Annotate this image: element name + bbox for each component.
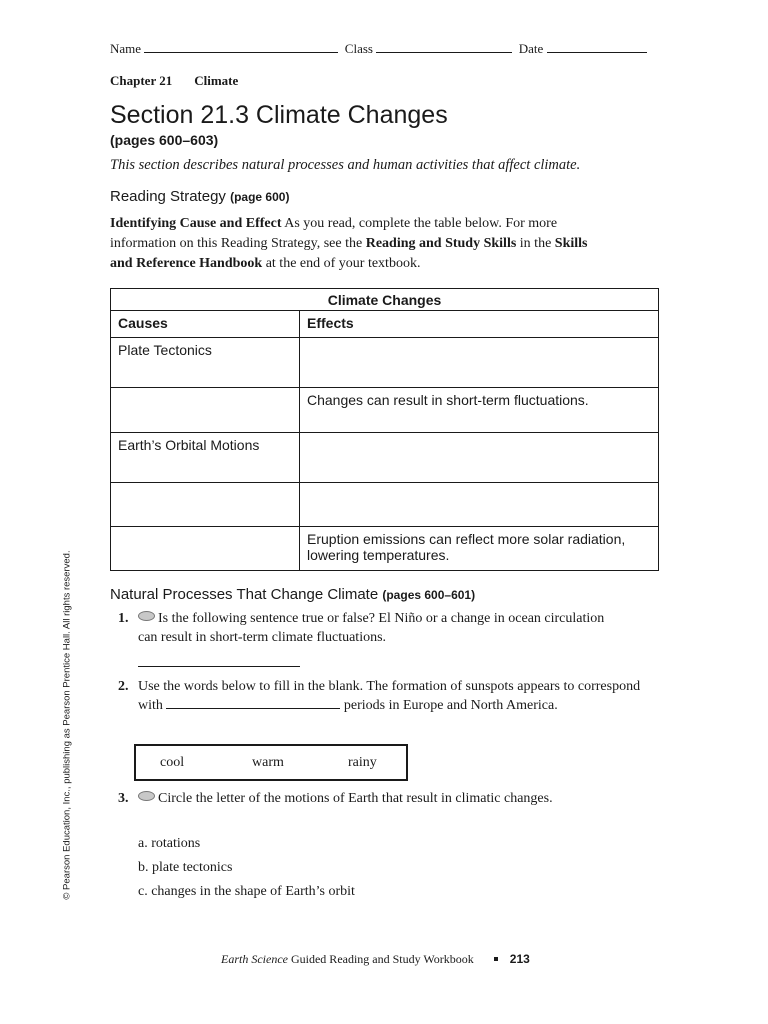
date-blank[interactable] — [547, 40, 647, 53]
name-blank[interactable] — [144, 40, 338, 53]
footer-book-title: Earth Science — [221, 952, 288, 966]
cause-cell[interactable] — [111, 527, 300, 571]
name-label: Name — [110, 41, 142, 56]
reading-strategy-heading — [110, 188, 289, 205]
reading-strategy-instructions — [110, 214, 610, 274]
chapter-title: Climate — [194, 73, 239, 88]
question-number: 3. — [118, 791, 129, 806]
question-text: Is the following sentence true or false? El Niño or a change in ocean circulation can result in short-term climate fluctuations. — [138, 611, 605, 645]
copyright-notice: © Pearson Education, Inc., publishing as Pearson Prentice Hall. All rights reserved. — [61, 550, 73, 900]
word-bank-item: rainy — [348, 755, 377, 770]
effect-cell[interactable] — [300, 433, 659, 483]
question-text: Circle the letter of the motions of Earth that result in climatic changes. — [158, 791, 553, 806]
cause-cell[interactable] — [111, 483, 300, 527]
effect-cell[interactable]: Eruption emissions can reflect more solar radiation, lowering temperatures. — [300, 527, 659, 571]
option-c[interactable]: c. changes in the shape of Earth’s orbit — [138, 884, 355, 899]
table-row — [111, 483, 659, 527]
strategy-text-1: As you read, complete the table below. For more information on this Reading Strategy, see the — [110, 216, 558, 251]
class-blank[interactable] — [376, 40, 512, 53]
reading-strategy-title: Reading Strategy — [110, 188, 226, 205]
answer-blank-2[interactable] — [166, 696, 340, 709]
question-text-after: periods in Europe and North America. — [340, 698, 558, 713]
word-bank-item: warm — [252, 755, 284, 770]
strategy-text-2: in the — [516, 236, 555, 251]
effect-cell[interactable] — [300, 483, 659, 527]
strategy-bold-2: Reading and Study Skills — [365, 236, 517, 251]
effect-cell[interactable]: Changes can result in short-term fluctuations. — [300, 388, 659, 433]
chapter-number: Chapter 21 — [110, 73, 173, 88]
table-title: Climate Changes — [111, 289, 659, 311]
section-description: This section describes natural processes and human activities that affect climate. — [110, 157, 581, 173]
cause-cell[interactable]: Earth’s Orbital Motions — [111, 433, 300, 483]
table-row — [111, 338, 659, 388]
word-bank — [134, 744, 408, 781]
strategy-lead: Identifying Cause and Effect — [110, 216, 282, 231]
cause-cell[interactable]: Plate Tectonics — [111, 338, 300, 388]
natural-processes-pages: (pages 600–601) — [382, 588, 476, 602]
key-concept-icon — [138, 611, 155, 621]
date-label: Date — [518, 41, 544, 56]
reading-strategy-pages: (page 600) — [230, 190, 290, 204]
word-bank-item: cool — [160, 755, 185, 770]
key-concept-icon — [138, 791, 155, 801]
natural-processes-heading — [110, 586, 475, 603]
question-text-before: Use the words below to fill in the blank. The formation of sunspots appears to correspond with — [138, 679, 641, 713]
footer-book-subtitle: Guided Reading and Study Workbook — [287, 952, 474, 966]
section-pages: (pages 600–603) — [110, 132, 219, 148]
question-number: 2. — [118, 679, 129, 694]
strategy-bold-3: Skills and Reference Handbook — [110, 236, 588, 271]
name-class-date-header — [110, 40, 647, 57]
effect-cell[interactable] — [300, 338, 659, 388]
page-number: 213 — [509, 952, 530, 966]
effects-header: Effects — [300, 311, 659, 338]
footer-bullet — [494, 957, 498, 961]
natural-processes-title: Natural Processes That Change Climate — [110, 586, 379, 603]
answer-blank-1[interactable] — [138, 666, 300, 667]
climate-changes-table — [110, 288, 659, 571]
causes-header: Causes — [111, 311, 300, 338]
class-label: Class — [344, 41, 373, 56]
table-row — [111, 433, 659, 483]
question-number: 1. — [118, 611, 129, 626]
option-a[interactable]: a. rotations — [138, 836, 201, 851]
chapter-line — [110, 73, 238, 89]
option-b[interactable]: b. plate tectonics — [138, 860, 233, 875]
table-row — [111, 527, 659, 571]
strategy-text-3: at the end of your textbook. — [262, 256, 421, 271]
cause-cell[interactable] — [111, 388, 300, 433]
table-row — [111, 388, 659, 433]
section-title: Section 21.3 Climate Changes — [110, 101, 448, 129]
page-footer — [221, 952, 530, 967]
